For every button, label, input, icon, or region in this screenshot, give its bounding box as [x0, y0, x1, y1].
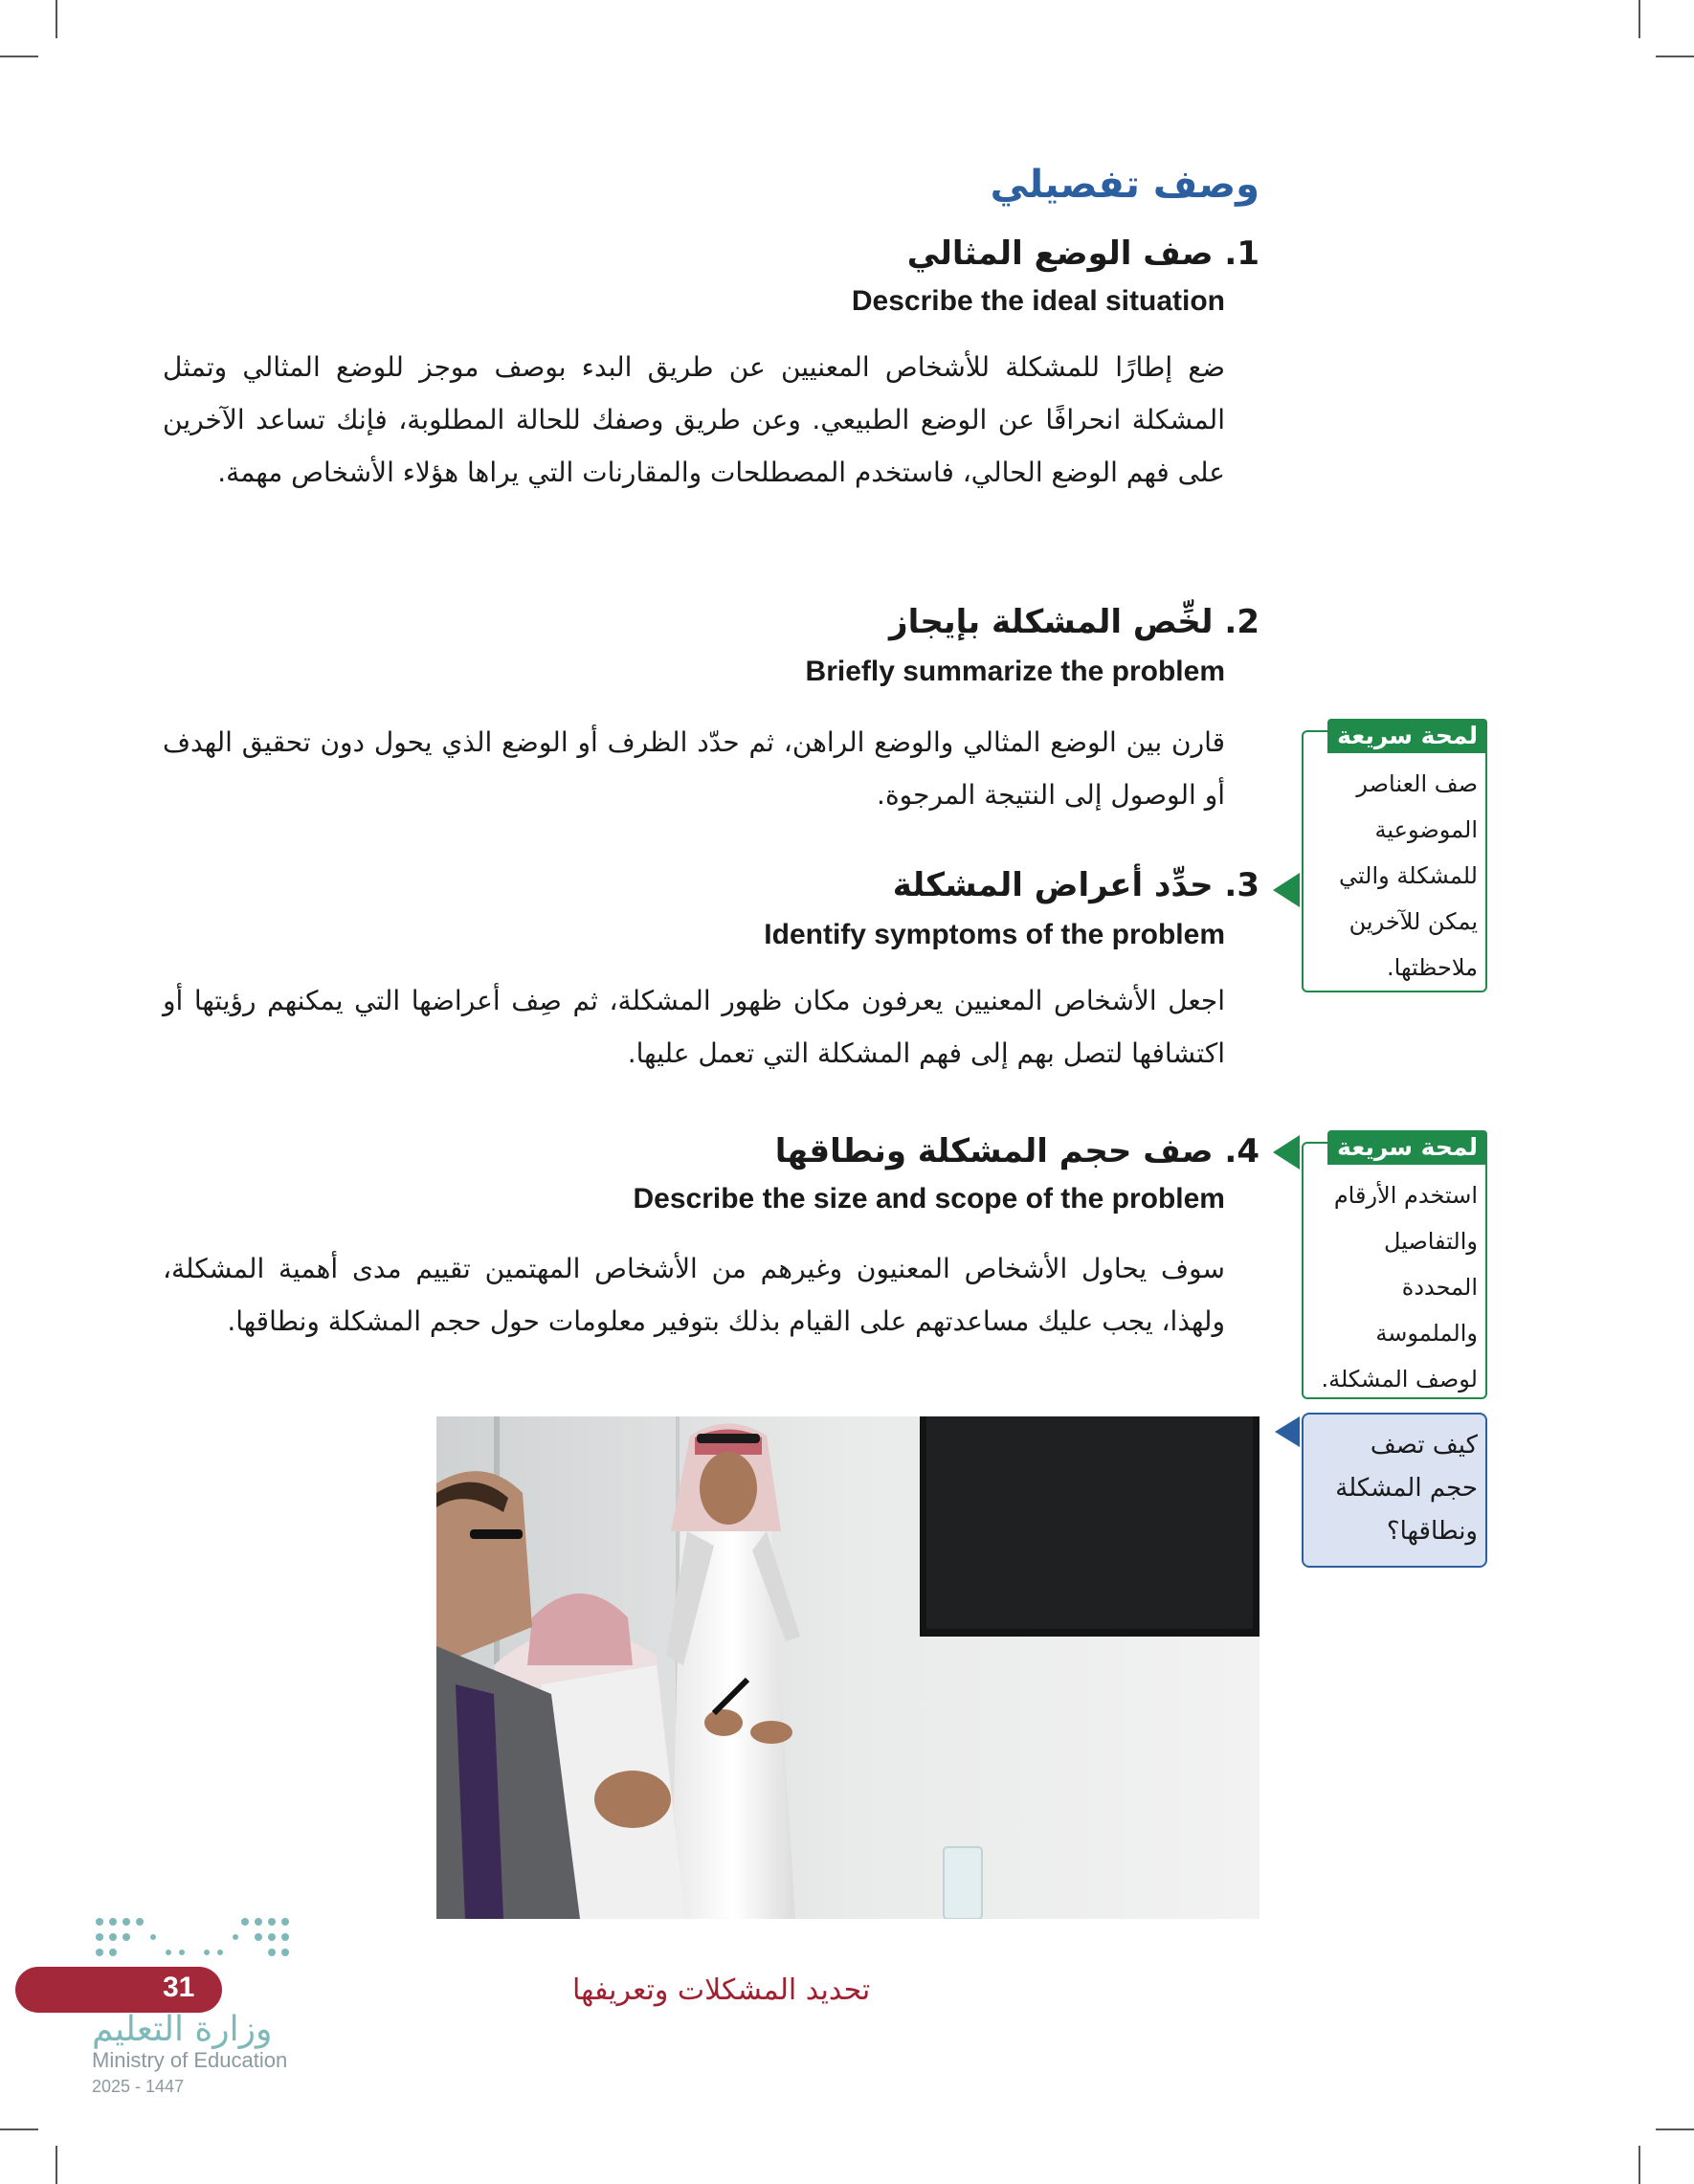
section-2-subtitle: Briefly summarize the problem	[805, 656, 1225, 687]
crop-mark	[1638, 0, 1640, 38]
page-title: وصف تفصيلي	[990, 163, 1259, 207]
tip-line: ملاحظتها.	[1387, 954, 1478, 981]
pointer-arrow-icon	[1273, 873, 1300, 907]
section-1-paragraph: ضع إطارًا للمشكلة للأشخاص المعنيين عن طريق البدء بوصف موجز للوضع المثالي وتمثل المشكلة انحرافًا عن الوضع الطبيعي. وعن طريق وصفك للحالة المطلوبة، فإنك تساعد الآخرين على فهم الوضع الحالي، فاستخدم المصطلحات والمقارنات التي يراها هؤلاء الأشخاص مهمة.	[163, 351, 1225, 488]
section-2-title: 2. لخِّص المشكلة بإيجاز	[889, 603, 1259, 641]
ministry-logo-dots-icon	[92, 1914, 302, 1972]
tip-line: والملموسة	[1375, 1320, 1478, 1347]
crop-mark	[0, 56, 38, 57]
section-3-paragraph: اجعل الأشخاص المعنيين يعرفون مكان ظهور المشكلة، ثم صِف أعراضها التي يمكنهم رؤيتها أو اكتشافها لتصل بهم إلى فهم المشكلة التي تعمل عليها.	[163, 985, 1225, 1069]
section-4-title: 4. صف حجم المشكلة ونطاقها	[774, 1132, 1259, 1170]
tip-line: المحددة	[1401, 1274, 1478, 1301]
pointer-arrow-icon	[1275, 1416, 1300, 1447]
meeting-photo-image	[436, 1416, 1259, 1919]
question-text	[1304, 1415, 1485, 1563]
meeting-photo	[436, 1416, 1259, 1919]
quick-tip-box	[1302, 1133, 1487, 1399]
section-2-paragraph: قارن بين الوضع المثالي والوضع الراهن، ثم حدّد الظرف أو الوضع الذي يحول دون تحقيق الهدف أو الوصول إلى النتيجة المرجوة.	[163, 726, 1225, 811]
ministry-year: 2025 - 1447	[92, 2077, 185, 2096]
question-line: حجم المشكلة	[1335, 1474, 1478, 1503]
tip-line: يمكن للآخرين	[1349, 908, 1478, 935]
tip-line: استخدم الأرقام	[1333, 1182, 1478, 1209]
page-number: 31	[163, 1972, 195, 2003]
tip-line: لوصف المشكلة.	[1321, 1366, 1478, 1393]
section-3-title: 3. حدِّد أعراض المشكلة	[892, 866, 1259, 904]
quick-tip-label: لمحة سريعة	[1327, 1130, 1487, 1165]
question-line: ونطاقها؟	[1386, 1517, 1478, 1546]
tip-line: الموضوعية	[1374, 816, 1478, 843]
ministry-name-english: Ministry of Education	[92, 2048, 288, 2072]
ministry-name-arabic: وزارة التعليم	[92, 2010, 273, 2049]
crop-mark	[1656, 56, 1694, 57]
section-4-paragraph: سوف يحاول الأشخاص المعنيون وغيرهم من الأشخاص المهتمين تقييم مدى أهمية المشكلة، ولهذا، يجب عليك مساعدتهم على القيام بذلك بتوفير معلومات حول حجم المشكلة ونطاقها.	[163, 1253, 1225, 1337]
section-4-subtitle: Describe the size and scope of the problem	[633, 1183, 1225, 1215]
section-1-title: 1. صف الوضع المثالي	[906, 234, 1259, 273]
quick-tip-box	[1302, 722, 1487, 992]
crop-mark	[56, 0, 57, 38]
question-line: كيف تصف	[1370, 1431, 1478, 1460]
crop-mark	[1638, 2146, 1640, 2184]
crop-mark	[0, 2128, 38, 2130]
quick-tip-label: لمحة سريعة	[1327, 719, 1487, 753]
section-1-subtitle: Describe the ideal situation	[851, 285, 1225, 317]
pointer-arrow-icon	[1273, 1135, 1300, 1170]
tip-line: والتفاصيل	[1383, 1228, 1478, 1255]
tip-line: للمشكلة والتي	[1338, 862, 1478, 889]
quick-tip-text	[1304, 732, 1485, 996]
section-3-subtitle: Identify symptoms of the problem	[764, 919, 1225, 950]
quick-tip-text	[1304, 1144, 1485, 1408]
crop-mark	[56, 2146, 57, 2184]
tip-line: صف العناصر	[1356, 770, 1478, 797]
chapter-title: تحديد المشكلات وتعريفها	[572, 1973, 871, 2007]
question-box	[1302, 1413, 1487, 1568]
crop-mark	[1656, 2128, 1694, 2130]
